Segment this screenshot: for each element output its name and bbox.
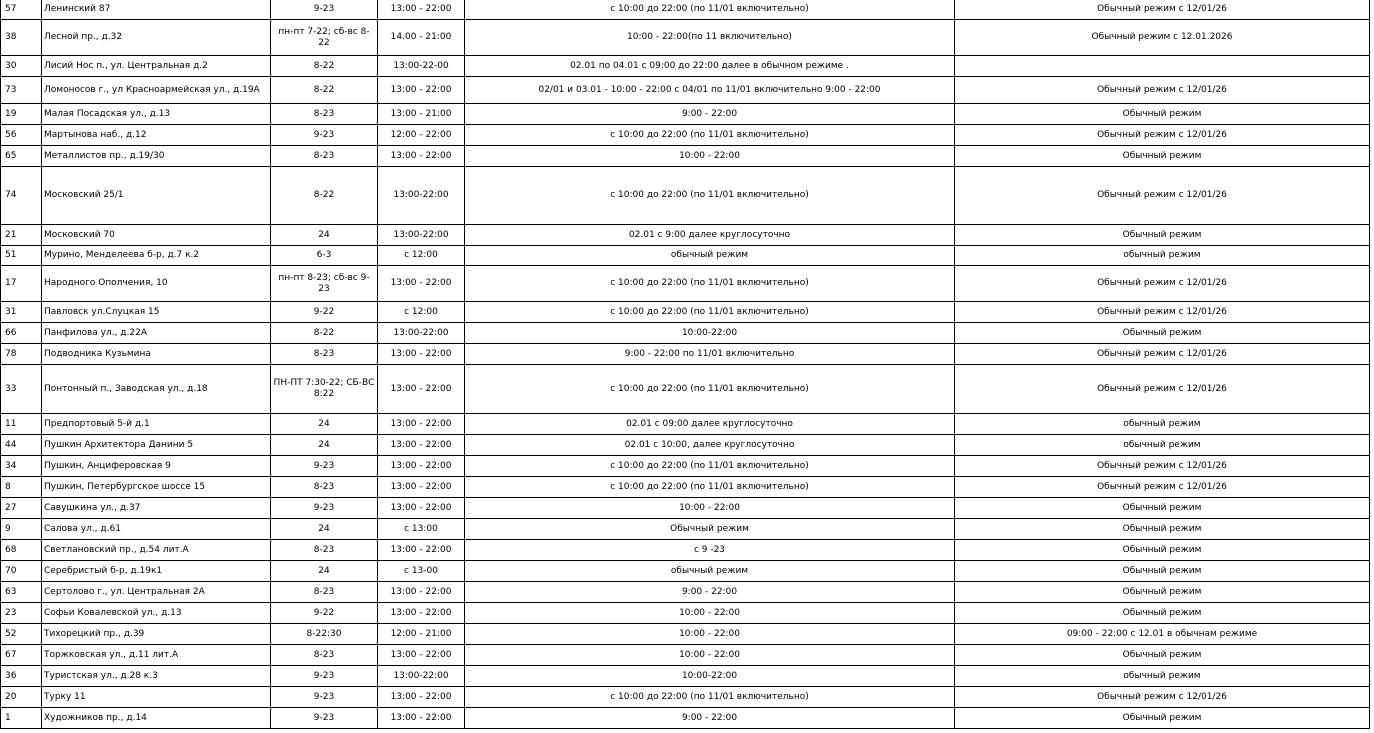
regular-hours-cell: 6-3: [271, 246, 378, 266]
address-cell: Художников пр., д.14: [42, 708, 271, 729]
table-row: [1, 645, 1370, 666]
address-cell: Серебристый б-р, д.19к1: [42, 561, 271, 582]
after-holiday-cell: Обычный режим: [955, 519, 1370, 540]
table-row: [1, 435, 1370, 456]
after-holiday-cell: Обычный режим с 12/01/26: [955, 77, 1370, 104]
after-holiday-cell: Обычный режим с 12/01/26: [955, 167, 1370, 225]
row-number: 38: [1, 20, 42, 56]
jan1-hours-cell: 12:00 - 21:00: [378, 624, 465, 645]
address-cell: Мартынова наб., д.12: [42, 125, 271, 146]
jan1-hours-cell: 12:00 - 22:00: [378, 125, 465, 146]
jan1-hours-cell: 13:00-22-00: [378, 56, 465, 77]
jan1-hours-cell: 13:00 - 22:00: [378, 582, 465, 603]
after-holiday-cell: Обычный режим: [955, 708, 1370, 729]
table-row: [1, 498, 1370, 519]
regular-hours-cell: 8-23: [271, 540, 378, 561]
regular-hours-cell: 24: [271, 225, 378, 246]
holiday-hours-cell: 9:00 - 22:00: [465, 104, 955, 125]
row-number: 11: [1, 414, 42, 435]
holiday-hours-cell: 02.01 с 9:00 далее круглосуточно: [465, 225, 955, 246]
holiday-hours-cell: 9:00 - 22:00 по 11/01 включительно: [465, 344, 955, 365]
after-holiday-cell: обычный режим: [955, 246, 1370, 266]
row-number: 21: [1, 225, 42, 246]
after-holiday-cell: Обычный режим с 12/01/26: [955, 687, 1370, 708]
holiday-hours-cell: 10:00 - 22:00: [465, 624, 955, 645]
table-row: [1, 77, 1370, 104]
row-number: 57: [1, 0, 42, 20]
after-holiday-cell: Обычный режим с 12/01/26: [955, 477, 1370, 498]
row-number: 67: [1, 645, 42, 666]
holiday-hours-cell: 10:00 - 22:00(по 11 включительно): [465, 20, 955, 56]
after-holiday-cell: Обычный режим: [955, 603, 1370, 624]
jan1-hours-cell: 13:00 - 22:00: [378, 645, 465, 666]
holiday-hours-cell: обычный режим: [465, 561, 955, 582]
jan1-hours-cell: с 12:00: [378, 246, 465, 266]
holiday-hours-cell: 02/01 и 03.01 - 10:00 - 22:00 с 04/01 по 11/01 включительно 9:00 - 22:00: [465, 77, 955, 104]
holiday-hours-cell: с 10:00 до 22:00 (по 11/01 включительно): [465, 125, 955, 146]
jan1-hours-cell: 13:00 - 21:00: [378, 104, 465, 125]
row-number: 27: [1, 498, 42, 519]
address-cell: Панфилова ул., д.22А: [42, 323, 271, 344]
table-row: [1, 20, 1370, 56]
row-number: 51: [1, 246, 42, 266]
row-number: 8: [1, 477, 42, 498]
table-row: [1, 104, 1370, 125]
address-cell: Светлановский пр., д.54 лит.А: [42, 540, 271, 561]
address-cell: Московский 70: [42, 225, 271, 246]
schedule-table-body: [1, 0, 1370, 729]
row-number: 30: [1, 56, 42, 77]
after-holiday-cell: Обычный режим с 12/01/26: [955, 365, 1370, 414]
jan1-hours-cell: 13:00 - 22:00: [378, 687, 465, 708]
jan1-hours-cell: 13:00 - 22:00: [378, 456, 465, 477]
row-number: 19: [1, 104, 42, 125]
holiday-hours-cell: обычный режим: [465, 246, 955, 266]
holiday-hours-cell: 02.01 с 10:00, далее круглосуточно: [465, 435, 955, 456]
holiday-hours-cell: с 10:00 до 22:00 (по 11/01 включительно): [465, 477, 955, 498]
jan1-hours-cell: 13:00 - 22:00: [378, 365, 465, 414]
jan1-hours-cell: 13:00 - 22:00: [378, 266, 465, 302]
after-holiday-cell: обычный режим: [955, 435, 1370, 456]
jan1-hours-cell: 13:00 - 22:00: [378, 146, 465, 167]
row-number: 73: [1, 77, 42, 104]
regular-hours-cell: пн-пт 7-22; сб-вс 8-22: [271, 20, 378, 56]
jan1-hours-cell: 13:00 - 22:00: [378, 708, 465, 729]
table-row: [1, 603, 1370, 624]
regular-hours-cell: 8-23: [271, 104, 378, 125]
address-cell: Ленинский 87: [42, 0, 271, 20]
address-cell: Малая Посадская ул., д.13: [42, 104, 271, 125]
after-holiday-cell: Обычный режим с 12.01.2026: [955, 20, 1370, 56]
holiday-hours-cell: с 10:00 до 22:00 (по 11/01 включительно): [465, 266, 955, 302]
after-holiday-cell: Обычный режим: [955, 225, 1370, 246]
regular-hours-cell: 8-22:30: [271, 624, 378, 645]
regular-hours-cell: 24: [271, 414, 378, 435]
jan1-hours-cell: 13:00-22:00: [378, 167, 465, 225]
address-cell: Лисий Нос п., ул. Центральная д.2: [42, 56, 271, 77]
jan1-hours-cell: 13:00-22:00: [378, 225, 465, 246]
after-holiday-cell: [955, 56, 1370, 77]
holiday-hours-cell: Обычный режим: [465, 519, 955, 540]
after-holiday-cell: обычный режим: [955, 414, 1370, 435]
address-cell: Салова ул., д.61: [42, 519, 271, 540]
after-holiday-cell: Обычный режим: [955, 498, 1370, 519]
holiday-hours-cell: с 10:00 до 22:00 (по 11/01 включительно): [465, 456, 955, 477]
address-cell: Савушкина ул., д.37: [42, 498, 271, 519]
after-holiday-cell: Обычный режим с 12/01/26: [955, 125, 1370, 146]
row-number: 70: [1, 561, 42, 582]
regular-hours-cell: 8-22: [271, 77, 378, 104]
holiday-hours-cell: 9:00 - 22:00: [465, 582, 955, 603]
after-holiday-cell: Обычный режим с 12/01/26: [955, 344, 1370, 365]
after-holiday-cell: Обычный режим с 12/01/26: [955, 302, 1370, 323]
address-cell: Сертолово г., ул. Центральная 2А: [42, 582, 271, 603]
regular-hours-cell: 8-23: [271, 582, 378, 603]
row-number: 66: [1, 323, 42, 344]
row-number: 56: [1, 125, 42, 146]
holiday-hours-cell: с 9 -23: [465, 540, 955, 561]
address-cell: Металлистов пр., д.19/30: [42, 146, 271, 167]
regular-hours-cell: 9-23: [271, 125, 378, 146]
holiday-hours-cell: 10:00 - 22:00: [465, 603, 955, 624]
address-cell: Лесной пр., д.32: [42, 20, 271, 56]
table-row: [1, 456, 1370, 477]
row-number: 44: [1, 435, 42, 456]
row-number: 74: [1, 167, 42, 225]
after-holiday-cell: Обычный режим с 12/01/26: [955, 456, 1370, 477]
table-row: [1, 56, 1370, 77]
address-cell: Туристская ул., д.28 к.3: [42, 666, 271, 687]
address-cell: Пушкин Архитектора Данини 5: [42, 435, 271, 456]
table-row: [1, 266, 1370, 302]
after-holiday-cell: Обычный режим: [955, 645, 1370, 666]
holiday-hours-cell: 02.01 по 04.01 с 09:00 до 22:00 далее в обычном режиме .: [465, 56, 955, 77]
jan1-hours-cell: 13:00 - 22:00: [378, 414, 465, 435]
row-number: 33: [1, 365, 42, 414]
table-row: [1, 344, 1370, 365]
regular-hours-cell: 9-23: [271, 0, 378, 20]
holiday-hours-cell: с 10:00 до 22:00 (по 11/01 включительно): [465, 687, 955, 708]
table-row: [1, 540, 1370, 561]
address-cell: Павловск ул.Слуцкая 15: [42, 302, 271, 323]
regular-hours-cell: 24: [271, 561, 378, 582]
address-cell: Ломоносов г., ул Красноармейская ул., д.19А: [42, 77, 271, 104]
table-row: [1, 302, 1370, 323]
address-cell: Турку 11: [42, 687, 271, 708]
address-cell: Понтонный п., Заводская ул., д.18: [42, 365, 271, 414]
address-cell: Народного Ополчения, 10: [42, 266, 271, 302]
table-row: [1, 624, 1370, 645]
jan1-hours-cell: 13:00 - 22:00: [378, 540, 465, 561]
jan1-hours-cell: 13:00-22:00: [378, 666, 465, 687]
holiday-hours-cell: 9:00 - 22:00: [465, 708, 955, 729]
address-cell: Торжковская ул., д.11 лит.А: [42, 645, 271, 666]
holiday-hours-cell: 10:00 - 22:00: [465, 645, 955, 666]
table-row: [1, 519, 1370, 540]
jan1-hours-cell: 13:00 - 22:00: [378, 603, 465, 624]
holiday-hours-cell: 10:00-22:00: [465, 666, 955, 687]
regular-hours-cell: 8-22: [271, 167, 378, 225]
after-holiday-cell: Обычный режим: [955, 582, 1370, 603]
row-number: 17: [1, 266, 42, 302]
table-row: [1, 561, 1370, 582]
regular-hours-cell: 8-22: [271, 56, 378, 77]
row-number: 78: [1, 344, 42, 365]
address-cell: Московский 25/1: [42, 167, 271, 225]
table-row: [1, 582, 1370, 603]
regular-hours-cell: 9-23: [271, 687, 378, 708]
holiday-hours-cell: с 10:00 до 22:00 (по 11/01 включительно): [465, 0, 955, 20]
address-cell: Предпортовый 5-й д.1: [42, 414, 271, 435]
jan1-hours-cell: 13:00 - 22:00: [378, 435, 465, 456]
table-row: [1, 146, 1370, 167]
row-number: 31: [1, 302, 42, 323]
regular-hours-cell: 8-23: [271, 477, 378, 498]
row-number: 9: [1, 519, 42, 540]
jan1-hours-cell: 14.00 - 21:00: [378, 20, 465, 56]
jan1-hours-cell: 13:00 - 22:00: [378, 344, 465, 365]
holiday-hours-cell: с 10:00 до 22:00 (по 11/01 включительно): [465, 365, 955, 414]
jan1-hours-cell: 13:00-22:00: [378, 323, 465, 344]
jan1-hours-cell: с 13:00: [378, 519, 465, 540]
address-cell: Пушкин, Петербургское шоссе 15: [42, 477, 271, 498]
regular-hours-cell: 9-22: [271, 302, 378, 323]
after-holiday-cell: Обычный режим с 12/01/26: [955, 266, 1370, 302]
regular-hours-cell: 9-23: [271, 498, 378, 519]
row-number: 23: [1, 603, 42, 624]
table-row: [1, 687, 1370, 708]
jan1-hours-cell: 13:00 - 22:00: [378, 0, 465, 20]
row-number: 1: [1, 708, 42, 729]
jan1-hours-cell: 13:00 - 22:00: [378, 498, 465, 519]
regular-hours-cell: 8-23: [271, 645, 378, 666]
jan1-hours-cell: с 12:00: [378, 302, 465, 323]
regular-hours-cell: ПН-ПТ 7:30-22; СБ-ВС 8:22: [271, 365, 378, 414]
table-row: [1, 0, 1370, 20]
holiday-hours-cell: с 10:00 до 22:00 (по 11/01 включительно): [465, 167, 955, 225]
regular-hours-cell: пн-пт 8-23; сб-вс 9-23: [271, 266, 378, 302]
holiday-hours-cell: 10:00-22:00: [465, 323, 955, 344]
address-cell: Пушкин, Анциферовская 9: [42, 456, 271, 477]
row-number: 34: [1, 456, 42, 477]
after-holiday-cell: Обычный режим с 12/01/26: [955, 0, 1370, 20]
holiday-hours-cell: с 10:00 до 22:00 (по 11/01 включительно): [465, 302, 955, 323]
address-cell: Тихорецкий пр., д.39: [42, 624, 271, 645]
address-cell: Софьи Ковалевской ул., д.13: [42, 603, 271, 624]
holiday-hours-cell: 02.01 с 09:00 далее круглосуточно: [465, 414, 955, 435]
jan1-hours-cell: 13:00 - 22:00: [378, 477, 465, 498]
after-holiday-cell: Обычный режим: [955, 540, 1370, 561]
jan1-hours-cell: 13:00 - 22:00: [378, 77, 465, 104]
after-holiday-cell: 09:00 - 22:00 с 12.01 в обычнам режиме: [955, 624, 1370, 645]
after-holiday-cell: Обычный режим: [955, 104, 1370, 125]
table-row: [1, 125, 1370, 146]
table-row: [1, 708, 1370, 729]
row-number: 36: [1, 666, 42, 687]
row-number: 20: [1, 687, 42, 708]
regular-hours-cell: 9-23: [271, 456, 378, 477]
regular-hours-cell: 24: [271, 435, 378, 456]
regular-hours-cell: 8-23: [271, 344, 378, 365]
after-holiday-cell: Обычный режим: [955, 146, 1370, 167]
after-holiday-cell: Обычный режим: [955, 561, 1370, 582]
row-number: 65: [1, 146, 42, 167]
regular-hours-cell: 9-23: [271, 666, 378, 687]
regular-hours-cell: 9-22: [271, 603, 378, 624]
row-number: 68: [1, 540, 42, 561]
address-cell: Подводника Кузьмина: [42, 344, 271, 365]
table-row: [1, 365, 1370, 414]
table-row: [1, 323, 1370, 344]
regular-hours-cell: 8-23: [271, 146, 378, 167]
regular-hours-cell: 24: [271, 519, 378, 540]
row-number: 63: [1, 582, 42, 603]
jan1-hours-cell: с 13-00: [378, 561, 465, 582]
holiday-hours-cell: 10:00 - 22:00: [465, 146, 955, 167]
table-row: [1, 167, 1370, 225]
holiday-hours-cell: 10:00 - 22:00: [465, 498, 955, 519]
regular-hours-cell: 9-23: [271, 708, 378, 729]
address-cell: Мурино, Менделеева б-р, д.7 к.2: [42, 246, 271, 266]
after-holiday-cell: Обычный режим: [955, 323, 1370, 344]
table-row: [1, 477, 1370, 498]
table-row: [1, 246, 1370, 266]
after-holiday-cell: обычный режим: [955, 666, 1370, 687]
regular-hours-cell: 8-22: [271, 323, 378, 344]
table-row: [1, 225, 1370, 246]
table-row: [1, 666, 1370, 687]
row-number: 52: [1, 624, 42, 645]
table-row: [1, 414, 1370, 435]
